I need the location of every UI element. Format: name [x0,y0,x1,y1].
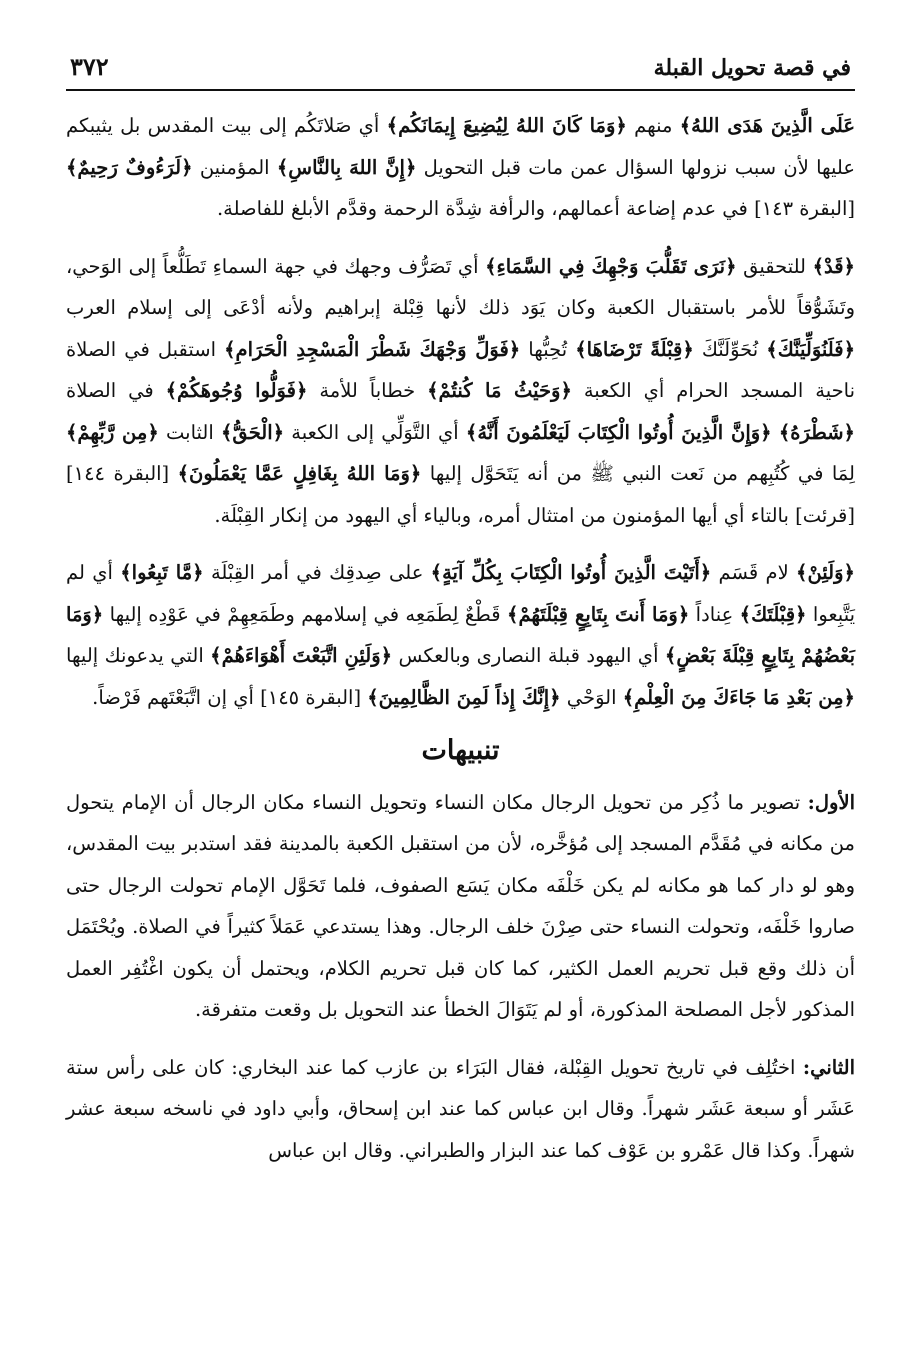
quran-verse: ﴿الْحَقُّ﴾ [221,420,285,444]
commentary-paragraphs [66,105,855,718]
note-text: اختُلِف في تاريخ تحويل القِبْلة، فقال البَرَاء بن عازب كما عند البخاري: كان على رأس ستة عَشَر أو سبعة عَشَر شهراً. وقال ابن عباس كما عند ابن إسحاق، وأبي داود في ناسخه سبعة عشر شهراً. وكذا قال عَمْرو بن عَوْف كما عند البزار والطبراني. وقال ابن عباس [66,1055,855,1162]
note-text: تصوير ما ذُكِر من تحويل الرجال مكان النساء وتحويل النساء مكان الرجال أن الإمام يتحول من مكانه في مُقَدَّم المسجد إلى مُؤخَّره، لأن من استقبل الكعبة بالمدينة فقد استدبر بيت المقدس، وهو لو دار كما هو مكانه لم يكن خَلْفَه مكان يَسَع الصفوف، فلما تَحَوَّل الإمام تحولت الرجال حتى صاروا خَلْفَه، وتحولت النساء حتى صِرْنَ خلف الرجال. وهذا يستدعي عَمَلاً كثيراً في الصلاة. ويُحْتَمَل أن ذلك وقع قبل تحريم العمل الكثير، كما كان قبل تحريم الكلام، ويحتمل أن يكون اغْتُفِر العمل المذكور لأجل المصلحة المذكورة، أو لم يَتَوَالَ الخطأ عند التحويل بل وقعت متفرقة. [66,790,855,1021]
note-paragraph [66,1047,855,1172]
quran-verse: ﴿قِبْلَتَكَ﴾ [739,602,807,626]
quran-verse: عَلَى الَّذِينَ هَدَى اللهُ﴾ [679,114,855,137]
quran-verse: ﴿وَلَئِنْ﴾ [796,561,855,584]
notes-list [66,782,855,1172]
commentary-text: على صِدقِك في أمر القِبْلَة [203,561,431,584]
quran-verse: ﴿إِنَّكَ إِذاً لَمِنَ الظَّالِمِينَ﴾ [367,685,561,709]
text-body [66,105,855,1171]
commentary-text: [البقرة ١٤٤] [قرئت] بالتاء أي أيها المؤمنون من امتثال أمره، وبالياء أي اليهود من إنكار القِبْلَة. [66,462,855,527]
commentary-text: [البقرة ١٤٣] في عدم إضاعة أعمالهم، والرأفة شِدَّة الرحمة وقدَّم الأبلغ للفاصلة. [216,197,855,220]
quran-verse: ﴿قِبْلَةً تَرْضَاهَا﴾ [575,337,694,361]
commentary-text: قَطْعٌ لِطَمَعِه في إسلامهم وطَمَعِهِمْ في عَوْدِه إليها [103,602,508,626]
quran-verse: ﴿وَحَيْثُ مَا كُنتُمْ﴾ [427,379,572,402]
commentary-text: الثابت [158,420,221,444]
running-title: في قصة تحويل القبلة [653,55,851,81]
quran-verse: ﴿قَدْ﴾ [812,254,855,278]
quran-verse: ﴿وَلَئِنِ اتَّبَعْتَ أَهْوَاءَهُمْ﴾ [210,644,393,667]
note-lead: الأول: [807,790,855,814]
quran-verse: ﴿وَمَا اللهُ بِغَافِلٍ عَمَّا يَعْمَلُونَ﴾ [177,462,422,485]
quran-verse: ﴿نَرَى تَقَلُّبَ وَجْهِكَ فِي السَّمَاءِ﴾ [485,254,737,278]
commentary-text: أي التَّوَلِّي إلى الكعبة [284,420,466,444]
quran-verse: ﴿فَلَنُوَلِّيَنَّكَ﴾ [766,337,855,361]
commentary-text: لِمَا في كُتُبِهم من نَعت النبي ﷺ من أنه يَتَحَوَّل إليها [421,462,855,485]
commentary-text: منهم [626,114,680,137]
quran-verse: ﴿وَإِنَّ الَّذِينَ أُوتُوا الْكِتَابَ لَيَعْلَمُونَ أَنَّهُ﴾ [465,420,772,444]
quran-verse: ﴿لَرَءُوفٌ رَحِيمٌ﴾ [66,155,193,179]
note-paragraph [66,782,855,1031]
commentary-text: أي تَصَرُّف وجهك في جهة السماءِ تَطَلُّعاً إلى الوَحي، وتَشَوُّقاً للأمر باستقبال الكعبة وكان يَوَد ذلك لأنها قِبْلة إبراهيم ولأنه أدْعَى إلى إسلام العرب [66,254,855,319]
commentary-text: أي صَلاتَكُم إلى بيت المقدس بل يثيبكم عليها لأن سبب نزولها السؤال عمن مات قبل التحويل [66,114,855,179]
quran-verse: ﴿إِنَّ اللهَ بِالنَّاسِ﴾ [276,155,417,179]
quran-verse: ﴿مِن رَّبِّهِمْ﴾ [66,420,159,444]
commentary-paragraph [66,105,855,230]
quran-verse: ﴿مَّا تَبِعُوا﴾ [120,561,204,584]
quran-verse: ﴿شَطْرَهُ﴾ [778,420,855,444]
commentary-text: أي لم يَتَّبِعوا [66,561,856,626]
page-number: ٣٧٢ [70,52,109,81]
commentary-paragraph [66,246,855,537]
quran-verse: ﴿وَمَا بَعْضُهُمْ بِتَابِعٍ قِبْلَةَ بَعْضٍ﴾ [66,602,855,667]
running-header [66,52,855,91]
note-lead: الثاني: [802,1055,855,1079]
commentary-text: المؤمنين [192,155,277,179]
commentary-text: للتحقيق [736,254,813,278]
commentary-text: استقبل في الصلاة ناحية المسجد الحرام أي الكعبة [66,337,855,402]
quran-verse: ﴿وَمَا كَانَ اللهُ لِيُضِيعَ إِيمَانَكُم﴾ [386,114,627,137]
quran-verse: ﴿وَمَا أَنتَ بِتَابِعٍ قِبْلَتَهُمْ﴾ [507,602,690,626]
commentary-text: [البقرة ١٤٥] أي إن اتَّبَعْتَهم فَرْضاً. [92,685,368,709]
section-heading: تنبيهات [421,735,500,766]
commentary-text: عِناداً [689,602,740,626]
commentary-text: لام قَسَم [711,561,797,584]
commentary-text: التي يدعونك إليها [66,644,211,667]
quran-verse: ﴿أَتَيْتَ الَّذِينَ أُوتُوا الْكِتَابَ بِكُلِّ آيَةٍ﴾ [430,561,712,584]
commentary-text [772,421,779,444]
commentary-paragraph [66,552,855,718]
commentary-text: تُحِبُّها [520,337,576,361]
commentary-text: نُحَوِّلَنَّكَ [693,337,767,361]
commentary-text: في الصلاة [66,379,166,402]
commentary-text: خطاباً للأمة [307,379,428,402]
quran-verse: ﴿فَوَلِّ وَجْهَكَ شَطْرَ الْمَسْجِدِ الْحَرَامِ﴾ [224,337,521,361]
commentary-text: أي اليهود قبلة النصارى وبالعكس [392,644,665,667]
quran-verse: ﴿فَوَلُّوا وُجُوهَكُمْ﴾ [165,379,308,402]
quran-verse: ﴿مِن بَعْدِ مَا جَاءَكَ مِنَ الْعِلْمِ﴾ [622,685,855,709]
commentary-text: الوَحْي [560,685,623,709]
